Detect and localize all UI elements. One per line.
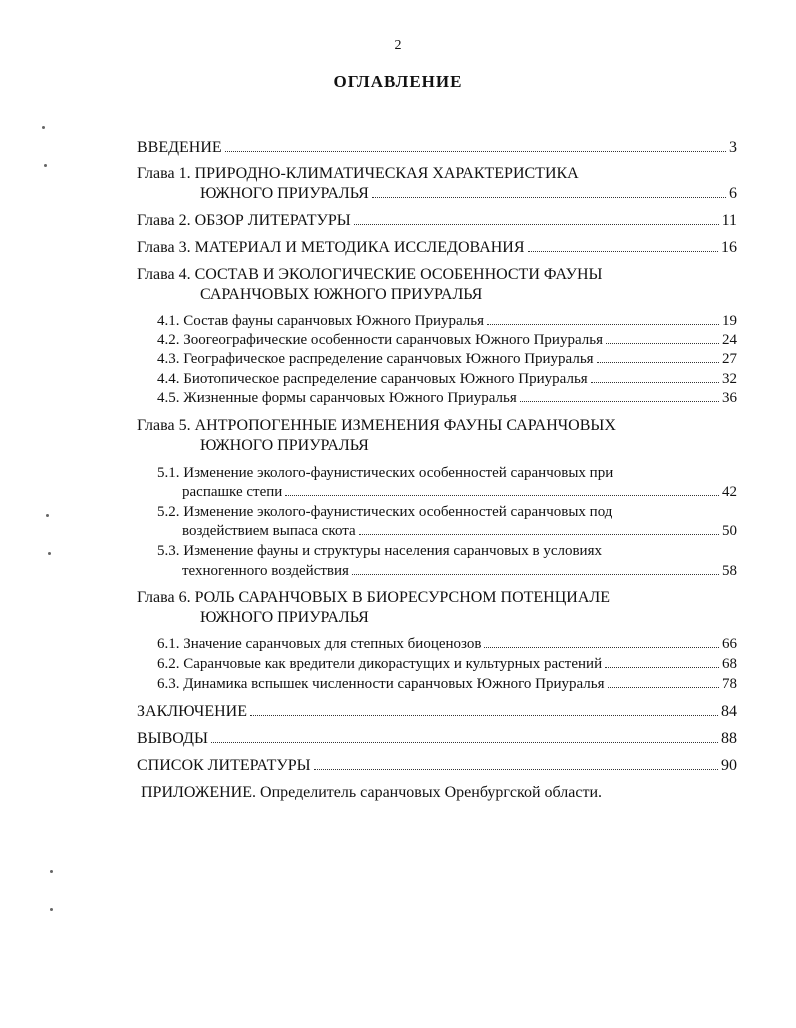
toc-page: 36 [722, 390, 737, 406]
dot-leader [591, 382, 719, 383]
page-number: 2 [394, 38, 402, 53]
dot-leader [520, 401, 719, 402]
toc-page: 11 [721, 212, 737, 229]
toc-label: техногенного воздействия [182, 563, 349, 579]
toc-label: 4.4. Биотопическое распределение саранчовых Южного Приуралья [157, 371, 588, 387]
dot-leader [225, 151, 726, 152]
toc-entry-chapter-3[interactable] [137, 239, 737, 257]
toc-chapter-4-title-cont[interactable]: САРАНЧОВЫХ ЮЖНОГО ПРИУРАЛЬЯ [200, 286, 483, 303]
toc-label: 4.1. Состав фауны саранчовых Южного Приуралья [157, 313, 485, 329]
dot-leader [372, 197, 726, 198]
toc-label: ЮЖНОГО ПРИУРАЛЬЯ [200, 185, 369, 202]
toc-label: 4.2. Зоогеографические особенности саранчовых Южного Приуралья [157, 332, 603, 348]
toc-entry-findings[interactable] [137, 730, 737, 748]
dot-leader [250, 715, 718, 716]
dot-leader [484, 647, 719, 648]
toc-chapter-6-title[interactable]: Глава 6. РОЛЬ САРАНЧОВЫХ В БИОРЕСУРСНОМ ПОТЕНЦИАЛЕ [137, 589, 611, 606]
toc-entry-4-3[interactable] [157, 351, 737, 368]
toc-entry-5-3-title[interactable]: 5.3. Изменение фауны и структуры населения саранчовых в условиях [157, 543, 602, 559]
toc-page: 66 [722, 636, 737, 652]
toc-page: 32 [722, 371, 737, 387]
page-title: ОГЛАВЛЕНИЕ [333, 72, 463, 91]
toc-label: воздействием выпаса скота [182, 523, 356, 539]
toc-label: ВВЕДЕНИЕ [137, 139, 222, 156]
dot-leader [285, 495, 719, 496]
dot-leader [487, 324, 719, 325]
toc-page: 16 [721, 239, 737, 256]
toc-label: СПИСОК ЛИТЕРАТУРЫ [137, 757, 311, 774]
toc-page: 58 [722, 563, 737, 579]
dot-leader [597, 362, 719, 363]
dot-leader [605, 667, 719, 668]
dot-leader [606, 343, 719, 344]
toc-label: 6.2. Саранчовые как вредители дикорастущих и культурных растений [157, 656, 603, 672]
toc-label: ЗАКЛЮЧЕНИЕ [137, 703, 247, 720]
toc-entry-6-1[interactable] [157, 636, 737, 653]
scan-speck [50, 870, 53, 873]
toc-entry-4-1[interactable] [157, 313, 737, 330]
toc-entry-4-5[interactable] [157, 390, 737, 407]
toc-entry-4-2[interactable] [157, 332, 737, 349]
toc-entry-5-3[interactable] [182, 563, 737, 580]
dot-leader [354, 224, 719, 225]
toc-label: 4.3. Географическое распределение саранчовых Южного Приуралья [157, 351, 594, 367]
dot-leader [608, 687, 719, 688]
toc-page: 78 [722, 676, 737, 692]
toc-page: 3 [729, 139, 737, 156]
toc-entry-intro[interactable] [137, 139, 737, 157]
toc-entry-6-3[interactable] [157, 676, 737, 693]
toc-page: 6 [729, 185, 737, 202]
toc-page: 68 [722, 656, 737, 672]
toc-entry-5-1-title[interactable]: 5.1. Изменение эколого-фаунистических особенностей саранчовых при [157, 465, 614, 481]
toc-chapter-6-title-cont[interactable]: ЮЖНОГО ПРИУРАЛЬЯ [200, 609, 369, 626]
dot-leader [359, 534, 719, 535]
toc-entry-6-2[interactable] [157, 656, 737, 673]
toc-page: 90 [721, 757, 737, 774]
toc-label: Глава 3. МАТЕРИАЛ И МЕТОДИКА ИССЛЕДОВАНИЯ [137, 239, 525, 256]
toc-entry-chapter-2[interactable] [137, 212, 737, 230]
dot-leader [314, 769, 718, 770]
toc-page: 24 [722, 332, 737, 348]
toc-label: 6.1. Значение саранчовых для степных биоценозов [157, 636, 482, 652]
toc-chapter-5-title[interactable]: Глава 5. АНТРОПОГЕННЫЕ ИЗМЕНЕНИЯ ФАУНЫ САРАНЧОВЫХ [137, 417, 616, 434]
dot-leader [528, 251, 718, 252]
toc-label: Глава 2. ОБЗОР ЛИТЕРАТУРЫ [137, 212, 351, 229]
toc-chapter-5-title-cont[interactable]: ЮЖНОГО ПРИУРАЛЬЯ [200, 437, 369, 454]
toc-label: распашке степи [182, 484, 283, 500]
toc-entry-appendix[interactable]: ПРИЛОЖЕНИЕ. Определитель саранчовых Оренбургской области. [141, 784, 603, 801]
scan-speck [48, 552, 51, 555]
toc-entry-chapter-1[interactable] [200, 185, 737, 203]
scan-speck [46, 514, 49, 517]
dot-leader [352, 574, 719, 575]
toc-label: ВЫВОДЫ [137, 730, 208, 747]
toc-label: 6.3. Динамика вспышек численности саранчовых Южного Приуралья [157, 676, 605, 692]
toc-chapter-4-title[interactable]: Глава 4. СОСТАВ И ЭКОЛОГИЧЕСКИЕ ОСОБЕННОСТИ ФАУНЫ [137, 266, 603, 283]
toc-page: 42 [722, 484, 737, 500]
toc-entry-4-4[interactable] [157, 371, 737, 388]
toc-entry-conclusion[interactable] [137, 703, 737, 721]
toc-entry-5-2-title[interactable]: 5.2. Изменение эколого-фаунистических особенностей саранчовых под [157, 504, 613, 520]
toc-label: 4.5. Жизненные формы саранчовых Южного Приуралья [157, 390, 517, 406]
toc-entry-5-1[interactable] [182, 484, 737, 501]
toc-page: 88 [721, 730, 737, 747]
toc-page: 19 [722, 313, 737, 329]
dot-leader [211, 742, 718, 743]
toc-entry-5-2[interactable] [182, 523, 737, 540]
toc-entry-references[interactable] [137, 757, 737, 775]
toc-page: 50 [722, 523, 737, 539]
toc-page: 84 [721, 703, 737, 720]
scan-speck [42, 126, 45, 129]
scan-speck [44, 164, 47, 167]
toc-page: 27 [722, 351, 737, 367]
scan-speck [50, 908, 53, 911]
toc-chapter-1-title[interactable]: Глава 1. ПРИРОДНО-КЛИМАТИЧЕСКАЯ ХАРАКТЕРИСТИКА [137, 165, 579, 182]
